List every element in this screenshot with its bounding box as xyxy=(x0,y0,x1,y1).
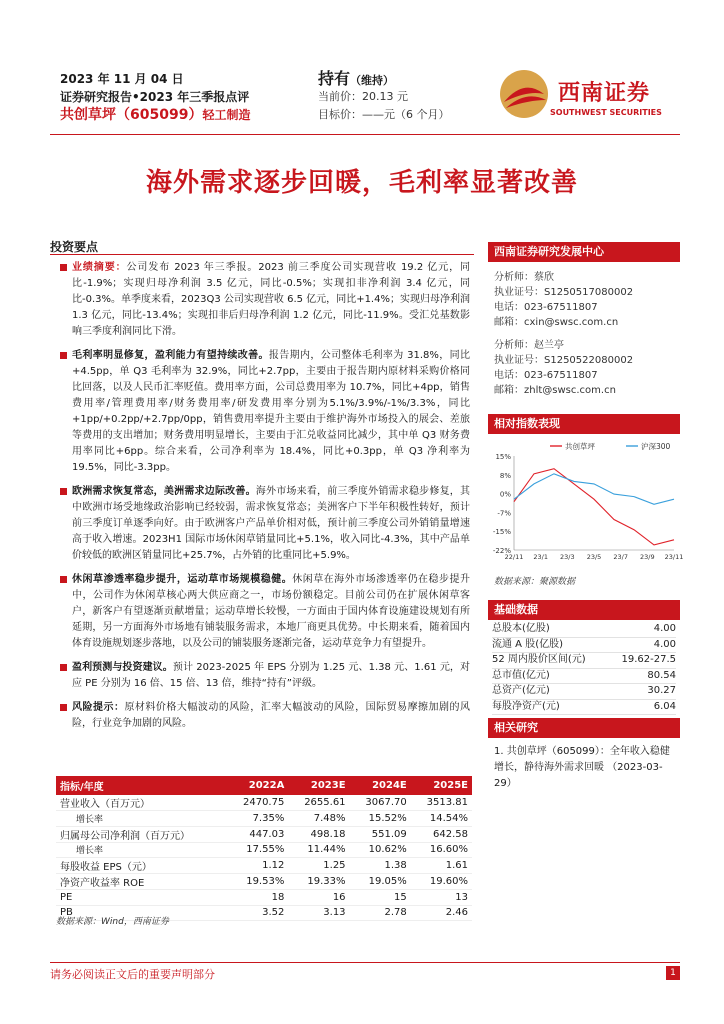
analyst-email[interactable]: 邮箱：zhlt@swsc.com.cn xyxy=(494,385,616,396)
x-tick-label: 23/7 xyxy=(613,553,628,561)
basic-value: 30.27 xyxy=(647,685,676,696)
analyst-name: 分析师：赵兰亭 xyxy=(494,340,564,351)
cell: 2.78 xyxy=(350,905,411,921)
highlight-lead: 欧洲需求恢复常态，美洲需求边际改善。 xyxy=(72,486,256,497)
basic-data-list xyxy=(492,622,676,715)
row-label: 每股收益 EPS（元） xyxy=(56,858,227,874)
header-divider xyxy=(50,134,680,135)
table-row xyxy=(56,795,472,811)
basic-data-row xyxy=(492,700,676,716)
table-row xyxy=(56,842,472,858)
cell: 14.54% xyxy=(411,811,472,827)
highlights-list xyxy=(60,260,470,740)
cell: 19.53% xyxy=(227,874,288,890)
row-label: 营业收入（百万元） xyxy=(56,795,227,811)
highlight-text: 公司发布 2023 年三季报。2023 前三季度公司实现营收 19.2 亿元，同比-1.9%；实现归母净利润 3.5 亿元，同比-0.5%；实现扣非净利润 3.4 亿元，同比-0.3%。单季度来看，2023Q3 公司实现营收 6.5 亿元，同比+1.4%；实现归母净利润 1.3 亿元，同比-13.4%；实现扣非后归母净利润 1.2 亿元，同比-11.9%。受汇兑基数影响三季度利润同比下滑。 xyxy=(72,262,471,337)
basic-key: 52 周内股价区间(元) xyxy=(492,654,586,665)
cell: 19.33% xyxy=(288,874,349,890)
cell: 18 xyxy=(227,890,288,906)
table-source: 数据来源：Wind，西南证券 xyxy=(56,917,169,927)
row-label: PE xyxy=(56,890,227,906)
highlight-text: 报告期内，公司整体毛利率为 31.8%，同比+4.5pp，单 Q3 毛利率为 32.9%，同比+2.7pp，主要由于报告期内原材料采购价格同比回落，以及人民币汇率贬值。费用率方面，公司总费用率为 10.7%，同比+4pp，销售费用率/管理费用率/财务费用率/研发费用率分别为5.1%/3.9%/-1%/3.3%，同比+1pp/+0.2pp/+2.7pp/0pp，销售费用率提升主要由于维护海外市场投入的展会、差旅等费用的支出增加；财务费用明显增长，主要由于汇兑收益同比减少，其中单 Q3 财务费用率同比+6pp。综合来看，公司净利率为 18.4%，同比+0.3pp，单 Q3 净利率为 19.5%，同比-3.3pp。 xyxy=(72,350,470,473)
report-title: 海外需求逐步回暖，毛利率显著改善 xyxy=(145,168,578,198)
basic-key: 流通 A 股(亿股) xyxy=(492,638,564,650)
table-header-row xyxy=(56,776,472,795)
basic-data-row xyxy=(492,669,676,685)
legend-label: 共创草坪 xyxy=(565,442,595,451)
cell: 19.60% xyxy=(411,874,472,890)
row-label: 增长率 xyxy=(56,811,227,827)
basic-value: 6.04 xyxy=(653,700,676,712)
report-date: 2023 年 11 月 04 日 xyxy=(60,72,184,86)
table-header: 2025E xyxy=(411,776,472,795)
highlights-heading: 投资要点 xyxy=(50,240,99,254)
row-label: 净资产收益率 ROE xyxy=(56,874,227,890)
basic-data-row xyxy=(492,638,676,654)
rating-value: 持有 xyxy=(318,69,351,88)
company-line xyxy=(60,104,250,124)
y-tick-label: 15% xyxy=(495,453,511,461)
highlight-item xyxy=(60,660,470,692)
x-tick-label: 23/9 xyxy=(640,553,655,561)
y-tick-label: -15% xyxy=(492,528,511,537)
y-tick-label: 8% xyxy=(499,471,511,480)
cell: 642.58 xyxy=(411,826,472,842)
cell: 3.13 xyxy=(288,905,349,921)
highlight-lead: 盈利预测与投资建议。 xyxy=(72,662,173,673)
cell: 447.03 xyxy=(227,826,288,842)
table-header: 2022A xyxy=(227,776,288,795)
cell: 1.61 xyxy=(411,858,472,874)
cell: 11.44% xyxy=(288,842,349,858)
table-row xyxy=(56,874,472,890)
basic-key: 每股净资产(元) xyxy=(492,700,560,712)
related-research-item[interactable]: 1. 共创草坪（605099）：全年收入稳健增长，静待海外需求回暖 （2023-03-29） xyxy=(494,746,670,789)
cell: 1.12 xyxy=(227,858,288,874)
table-row xyxy=(56,811,472,827)
table-header: 指标/年度 xyxy=(56,776,227,795)
basic-value: 19.62-27.5 xyxy=(621,654,676,665)
basic-key: 总股本(亿股) xyxy=(492,623,550,634)
cell: 15 xyxy=(350,890,411,906)
table-row xyxy=(56,826,472,842)
highlight-lead: 业绩摘要： xyxy=(72,262,127,273)
y-tick-label: -22% xyxy=(492,547,511,555)
y-tick-label: -7% xyxy=(497,509,511,518)
cell: 1.25 xyxy=(288,858,349,874)
basic-data-row xyxy=(492,622,676,638)
analyst-phone: 电话：023-67511807 xyxy=(494,370,598,381)
cell: 3513.81 xyxy=(411,795,472,811)
highlight-text: 海外市场来看，前三季度外销需求稳步修复，其中欧洲市场受地缘政治影响已经较弱，需求恢复常态；美洲客户下半年积极性转好，预计前三季度订单逐季向好。由于欧洲客户产品单价相对低，预计前三季度公司外销销量增速高于收入增速。2023H1 国际市场休闲草销量同比+5.1%，收入同比-4.3%，其中产品单价较低的欧洲区销量同比+25.7%，占外销的比重同比+5.9%。 xyxy=(72,486,471,561)
highlight-item xyxy=(60,348,470,476)
index-chart-title: 相对指数表现 xyxy=(488,414,680,434)
highlight-lead: 风险提示： xyxy=(72,702,125,713)
highlight-item xyxy=(60,572,470,652)
cell: 19.05% xyxy=(350,874,411,890)
analyst-license: 执业证号：S1250517080002 xyxy=(494,287,634,298)
highlight-text: 休闲草在海外市场渗透率仍在稳步提升中，公司作为休闲草核心两大供应商之一，市场份额稳定。目前公司仍在扩展休闲草客户，新客户有望逐渐贡献增量；运动草增长较慢，一方面由于国内体育设施建设规划有所延期，另一方面海外市场地有铺装服务需求，本地厂商更具优势。中长期来看，随着国内体育设施规划逐步落地，以及公司的铺装服务逐渐完备，运动草竞争力有望提升。 xyxy=(72,574,471,649)
cell: 16.60% xyxy=(411,842,472,858)
highlight-lead: 休闲草渗透率稳步提升，运动草市场规模稳健。 xyxy=(72,574,293,585)
relative-performance-chart xyxy=(488,438,684,568)
current-price: 当前价：20.13 元 xyxy=(318,90,408,103)
page-number: 1 xyxy=(666,966,680,980)
logo-text-en: SOUTHWEST SECURITIES xyxy=(550,108,662,117)
highlight-text: 原材料价格大幅波动的风险，汇率大幅波动的风险，国际贸易摩擦加剧的风险，行业竞争加剧的风险。 xyxy=(72,702,471,729)
table-header: 2023E xyxy=(288,776,349,795)
footer-disclaimer: 请务必阅读正文后的重要声明部分 xyxy=(50,968,215,981)
x-tick-label: 23/3 xyxy=(560,553,575,561)
cell: 15.52% xyxy=(350,811,411,827)
basic-key: 总市值(亿元) xyxy=(492,669,550,681)
highlight-item xyxy=(60,260,470,340)
forecast-table xyxy=(56,776,472,921)
industry: 轻工制造 xyxy=(202,108,251,122)
cell: 13 xyxy=(411,890,472,906)
row-label: 归属母公司净利润（百万元） xyxy=(56,826,227,842)
cell: 3.52 xyxy=(227,905,288,921)
company-name: 共创草坪（605099） xyxy=(60,107,203,123)
analyst-email[interactable]: 邮箱：cxin@swsc.com.cn xyxy=(494,317,619,328)
highlight-lead: 毛利率明显修复，盈利能力有望持续改善。 xyxy=(72,350,269,361)
cell: 10.62% xyxy=(350,842,411,858)
basic-value: 4.00 xyxy=(653,623,676,634)
basic-value: 4.00 xyxy=(653,638,676,650)
row-label: PB xyxy=(56,905,227,921)
report-type: 证券研究报告•2023 年三季报点评 xyxy=(60,90,250,104)
table-row xyxy=(56,858,472,874)
cell: 7.48% xyxy=(288,811,349,827)
analyst-phone: 电话：023-67511807 xyxy=(494,302,598,313)
rating xyxy=(318,66,394,89)
x-tick-label: 23/11 xyxy=(664,553,684,561)
basic-key: 总资产(亿元) xyxy=(492,685,550,696)
target-price: 目标价：——元（6 个月） xyxy=(318,108,450,121)
legend-label: 沪深300 xyxy=(641,442,671,451)
basic-data-row xyxy=(492,684,676,700)
y-tick-label: 0% xyxy=(499,490,511,499)
analyst-license: 执业证号：S1250522080002 xyxy=(494,355,634,366)
research-center-title: 西南证券研究发展中心 xyxy=(488,242,680,262)
cell: 3067.70 xyxy=(350,795,411,811)
basic-data-row xyxy=(492,653,676,669)
cell: 1.38 xyxy=(350,858,411,874)
cell: 498.18 xyxy=(288,826,349,842)
x-tick-label: 23/5 xyxy=(586,553,602,561)
related-research-title: 相关研究 xyxy=(488,718,680,738)
highlight-item xyxy=(60,484,470,564)
logo-text: 西南证券 xyxy=(558,81,651,106)
cell: 551.09 xyxy=(350,826,411,842)
x-tick-label: 23/1 xyxy=(533,553,548,561)
cell: 2655.61 xyxy=(288,795,349,811)
x-tick-label: 22/11 xyxy=(504,553,524,561)
rating-note: （维持） xyxy=(350,74,395,87)
series-line-company xyxy=(514,469,674,545)
cell: 2470.75 xyxy=(227,795,288,811)
row-label: 增长率 xyxy=(56,842,227,858)
cell: 16 xyxy=(288,890,349,906)
highlight-item xyxy=(60,700,470,732)
cell: 17.55% xyxy=(227,842,288,858)
basic-data-title: 基础数据 xyxy=(488,600,680,620)
analyst-name: 分析师：蔡欣 xyxy=(494,272,554,283)
cell: 2.46 xyxy=(411,905,472,921)
basic-value: 80.54 xyxy=(647,669,676,681)
cell: 7.35% xyxy=(227,811,288,827)
table-row xyxy=(56,890,472,906)
footer-divider xyxy=(50,962,680,963)
company-logo-icon xyxy=(498,68,554,124)
analyst-block xyxy=(494,270,633,330)
chart-source: 数据来源：聚源数据 xyxy=(494,577,576,587)
table-header: 2024E xyxy=(350,776,411,795)
analyst-block xyxy=(494,338,633,398)
highlights-divider xyxy=(50,254,474,255)
highlight-text: 预计 2023-2025 年 EPS 分别为 1.25 元、1.38 元、1.61 元，对应 PE 分别为 16 倍、15 倍、13 倍，维持“持有”评级。 xyxy=(72,662,470,689)
